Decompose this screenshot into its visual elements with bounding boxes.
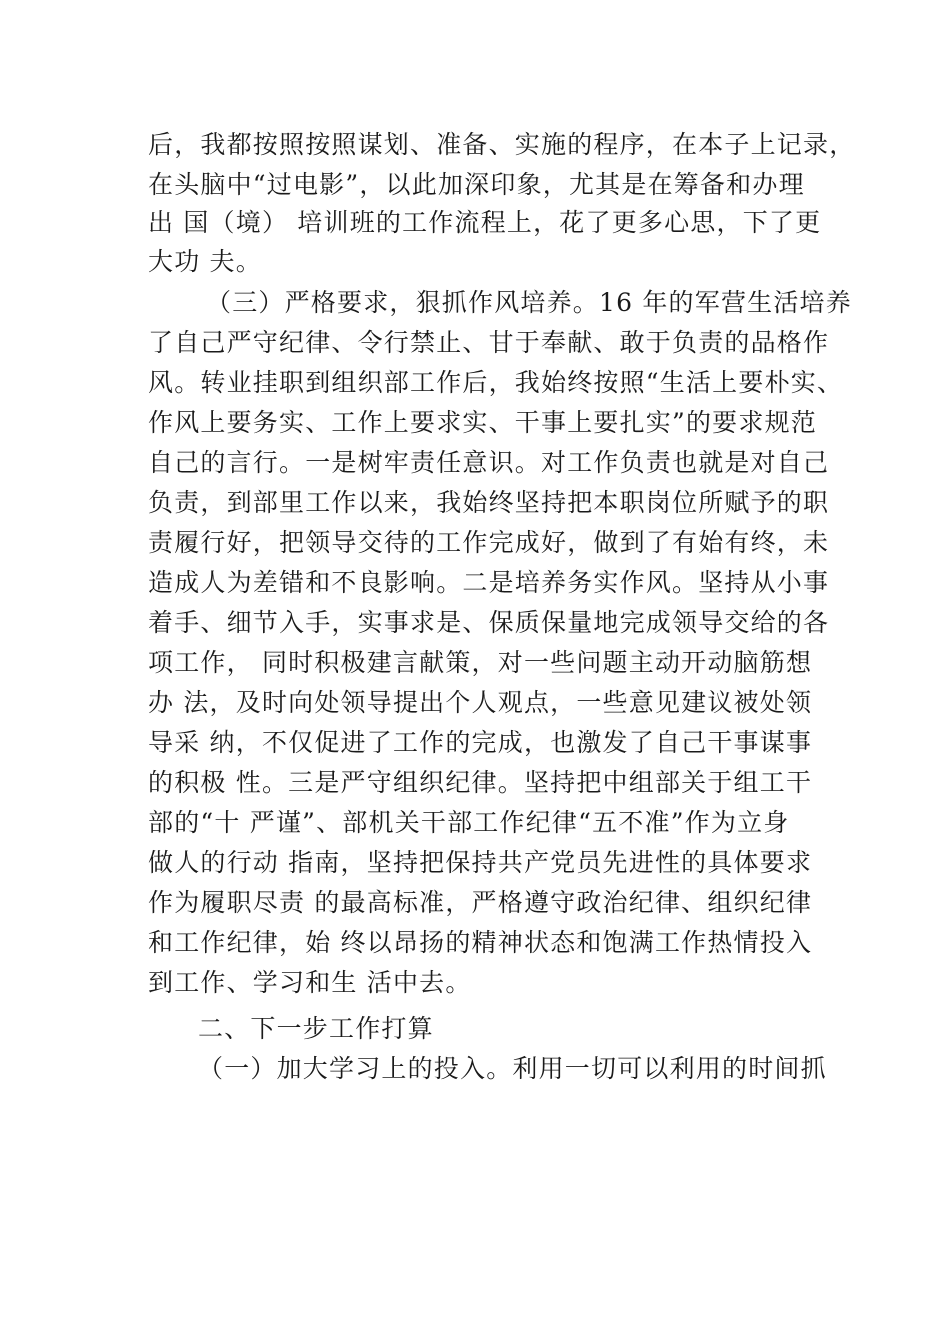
paragraph-line: （一）加大学习上的投入。利用一切可以利用的时间抓 bbox=[198, 1054, 827, 1083]
paragraph-line: 后，我都按照按照谋划、准备、实施的程序，在本子上记录， bbox=[148, 130, 856, 159]
paragraph-line: 办 法，及时向处领导提出个人观点，一些意见建议被处领 bbox=[148, 688, 813, 717]
paragraph-line: 作风上要务实、工作上要求实、干事上要扎实”的要求规范 bbox=[148, 408, 817, 437]
paragraph-line: 自己的言行。一是树牢责任意识。对工作负责也就是对自己 bbox=[148, 448, 830, 477]
paragraph-line: 作为履职尽责 的最高标准，严格遵守政治纪律、组织纪律 bbox=[148, 888, 813, 917]
paragraph-line: 到工作、学习和生 活中去。 bbox=[148, 968, 472, 997]
paragraph-line: 出 国（境） 培训班的工作流程上，花了更多心思，下了更 bbox=[148, 208, 822, 237]
paragraph-line: 部的“十 严谨”、部机关干部工作纪律“五不准”作为立身 bbox=[148, 808, 790, 837]
paragraph-line: 造成人为差错和不良影响。二是培养务实作风。坚持从小事 bbox=[148, 568, 830, 597]
paragraph-line: 大功 夫。 bbox=[148, 247, 262, 276]
paragraph-line: （三）严格要求，狠抓作风培养。16 年的军营生活培养 bbox=[206, 288, 852, 317]
paragraph-line: 导采 纳，不仅促进了工作的完成，也激发了自己干事谋事 bbox=[148, 728, 813, 757]
paragraph-line: 在头脑中“过电影”，以此加深印象，尤其是在筹备和办理 bbox=[148, 170, 805, 199]
paragraph-line: 了自己严守纪律、令行禁止、甘于奉献、敢于负责的品格作 bbox=[148, 328, 830, 357]
paragraph-line: 责履行好，把领导交待的工作完成好，做到了有始有终，未 bbox=[148, 528, 830, 557]
paragraph-line: 风。转业挂职到组织部工作后，我始终按照“生活上要朴实、 bbox=[148, 368, 844, 397]
paragraph-line: 的积极 性。三是严守组织纪律。坚持把中组部关于组工干 bbox=[148, 768, 813, 797]
section-heading: 二、下一步工作打算 bbox=[198, 1014, 434, 1043]
paragraph-line: 负责，到部里工作以来，我始终坚持把本职岗位所赋予的职 bbox=[148, 488, 830, 517]
paragraph-line: 和工作纪律，始 终以昂扬的精神状态和饱满工作热情投入 bbox=[148, 928, 813, 957]
paragraph-line: 项工作， 同时积极建言献策，对一些问题主动开动脑筋想 bbox=[148, 648, 813, 677]
paragraph-line: 着手、细节入手，实事求是、保质保量地完成领导交给的各 bbox=[148, 608, 830, 637]
paragraph-line: 做人的行动 指南，坚持把保持共产党员先进性的具体要求 bbox=[148, 848, 813, 877]
